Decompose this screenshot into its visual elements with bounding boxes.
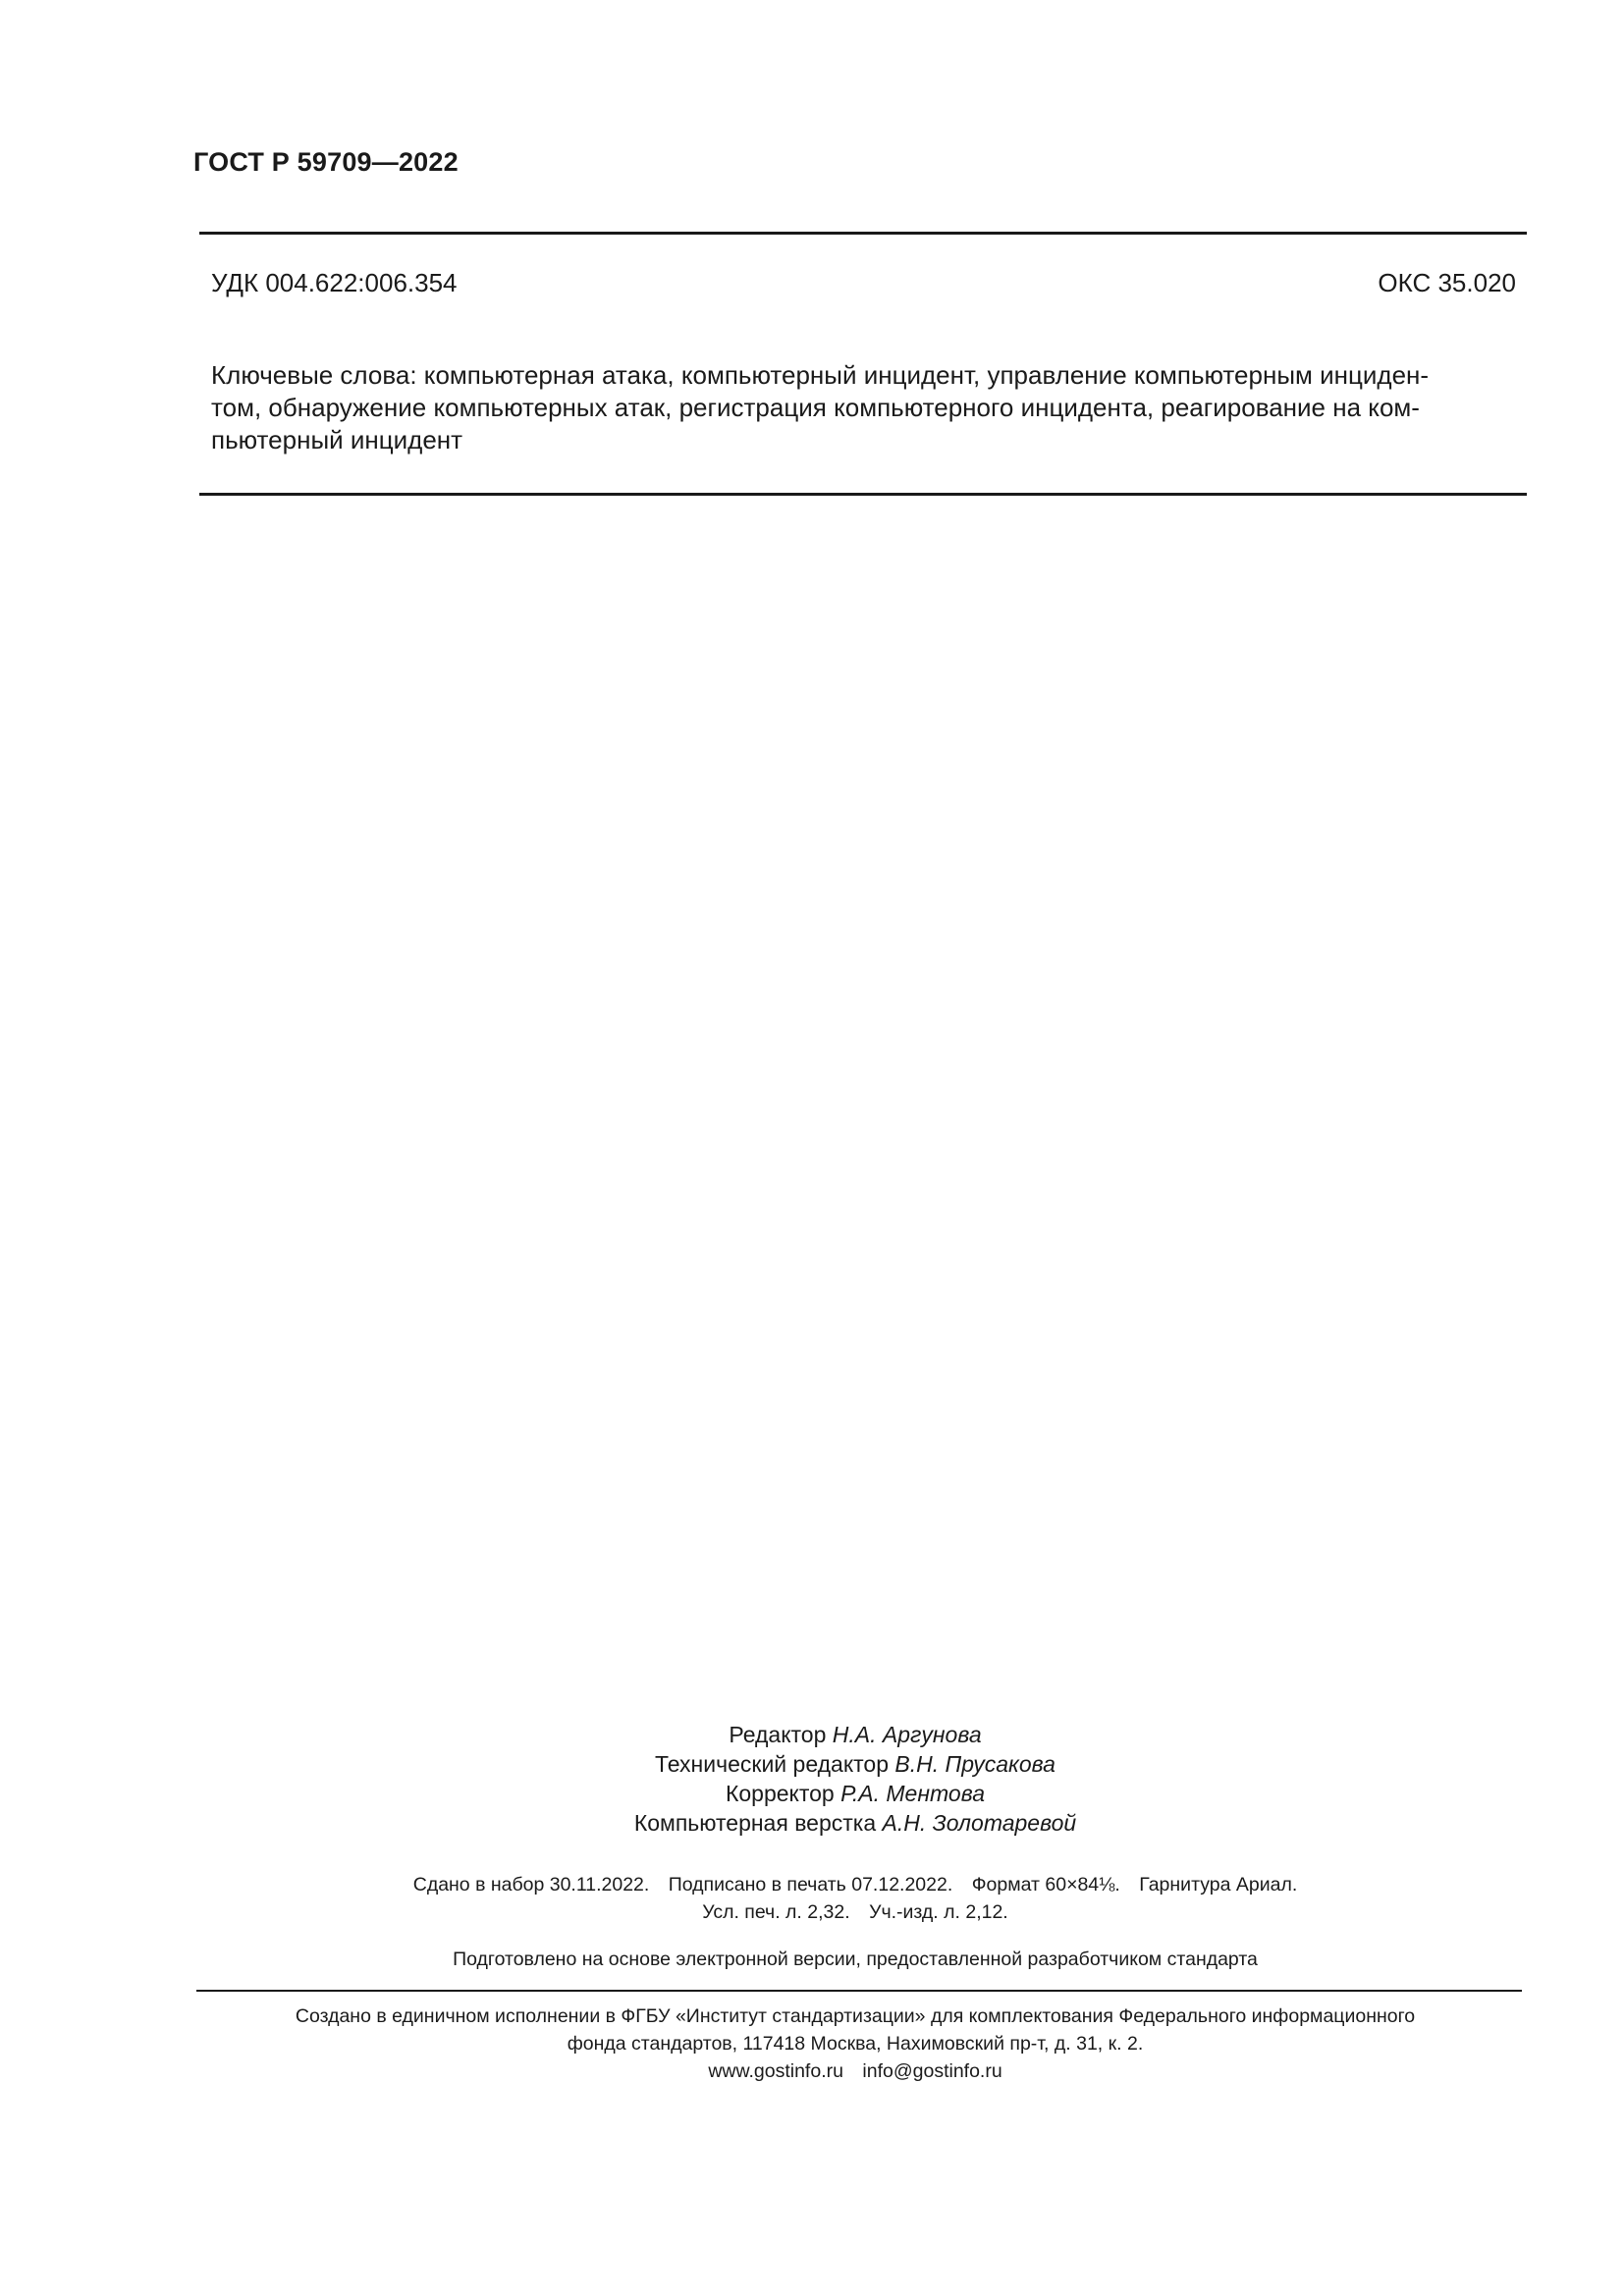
publisher-sheets: Уч.-изд. л. 2,12.	[869, 1901, 1008, 1923]
print-info-line	[0, 1871, 1624, 1898]
footer-line: Создано в единичном исполнении в ФГБУ «Институт стандартизации» для комплектования Федерального информационного	[295, 2005, 1416, 2027]
corrector-name: Р.А. Ментова	[840, 1781, 985, 1806]
oks-code: ОКС 35.020	[1378, 268, 1516, 297]
tech-editor-label: Технический редактор	[655, 1751, 890, 1777]
footer-line: фонда стандартов, 117418 Москва, Нахимовский пр-т, д. 31, к. 2.	[567, 2033, 1144, 2055]
corrector-line	[0, 1779, 1624, 1808]
layout-name: А.Н. Золотаревой	[882, 1810, 1077, 1836]
typeface: Гарнитура Ариал.	[1139, 1874, 1298, 1896]
editor-label: Редактор	[729, 1722, 827, 1747]
print-info-block	[0, 1871, 1624, 1926]
email-link[interactable]: info@gostinfo.ru	[862, 2060, 1002, 2082]
keywords-block	[211, 359, 1518, 456]
corrector-label: Корректор	[725, 1781, 835, 1806]
editor-name: Н.А. Аргунова	[832, 1722, 982, 1747]
paper-format: Формат 60×84⅛.	[971, 1874, 1120, 1896]
keywords-line: том, обнаружение компьютерных атак, регистрация компьютерного инцидента, реагирование на ком-	[211, 393, 1420, 422]
website-link[interactable]: www.gostinfo.ru	[708, 2060, 843, 2082]
layout-line	[0, 1808, 1624, 1838]
keywords-line: Ключевые слова: компьютерная атака, компьютерный инцидент, управление компьютерным инциден-	[211, 360, 1430, 390]
submitted-date: Сдано в набор 30.11.2022.	[412, 1874, 650, 1896]
udk-code: УДК 004.622:006.354	[211, 268, 458, 297]
tech-editor-name: В.Н. Прусакова	[894, 1751, 1056, 1777]
tech-editor-line	[0, 1749, 1624, 1779]
layout-label: Компьютерная верстка	[633, 1810, 877, 1836]
footer-divider	[196, 1990, 1522, 1992]
keywords-line: пьютерный инцидент	[211, 425, 463, 454]
print-sheets: Усл. печ. л. 2,32.	[702, 1901, 850, 1923]
print-info-line	[0, 1898, 1624, 1926]
editor-line	[0, 1720, 1624, 1749]
top-divider	[199, 232, 1527, 235]
signed-date: Подписано в печать 07.12.2022.	[668, 1874, 953, 1896]
credits-block	[0, 1720, 1624, 1838]
footer-contacts	[0, 2057, 1624, 2085]
standard-number: ГОСТ Р 59709—2022	[193, 147, 459, 177]
prepared-note: Подготовлено на основе электронной версии, предоставленной разработчиком стандарта	[453, 1949, 1258, 1970]
footer-block	[0, 2002, 1624, 2085]
keywords-divider	[199, 493, 1527, 496]
